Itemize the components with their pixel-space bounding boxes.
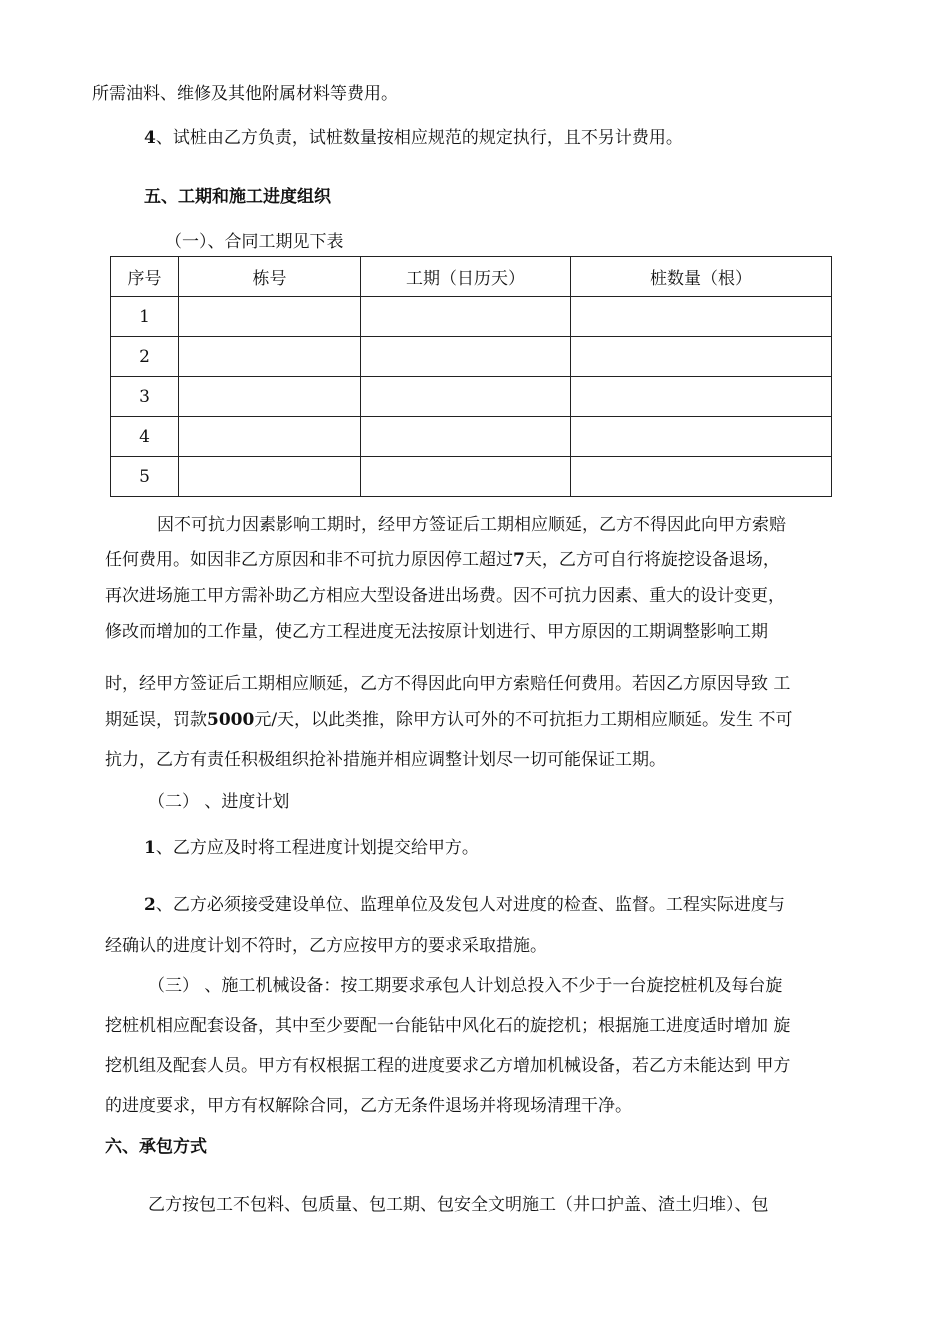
text-line: 再次进场施工甲方需补助乙方相应大型设备进出场费。因不可抗力因素、重大的设计变更， (105, 586, 785, 606)
cell-duration (361, 337, 571, 377)
text-line: 挖机组及配套人员。甲方有权根据工程的进度要求乙方增加机械设备，若乙方未能达到 甲方 (105, 1056, 791, 1076)
header-pile-count: 桩数量（根） (571, 257, 832, 297)
cell-pile-count (571, 297, 832, 337)
table-row (111, 337, 832, 377)
text-line: 所需油料、维修及其他附属材料等费用。 (92, 84, 398, 104)
cell-pile-count (571, 457, 832, 497)
cell-duration (361, 457, 571, 497)
text-line: 经确认的进度计划不符时，乙方应按甲方的要求采取措施。 (105, 936, 547, 956)
cell-building (179, 297, 361, 337)
clause-text: 、乙方应及时将工程进度计划提交给甲方。 (155, 838, 479, 858)
clause-4 (144, 126, 683, 150)
table-row (111, 377, 832, 417)
text-line: 抗力，乙方有责任积极组织抢补措施并相应调整计划尽一切可能保证工期。 (105, 750, 666, 770)
cell-seq: 5 (111, 457, 179, 497)
subsection-1-heading: （一）、合同工期见下表 (165, 232, 344, 252)
table-row (111, 297, 832, 337)
clause-text: 、乙方必须接受建设单位、监理单位及发包人对进度的检查、监督。工程实际进度与 (155, 895, 785, 915)
cell-building (179, 337, 361, 377)
text-line (105, 548, 780, 572)
text-line: 挖桩机相应配套设备，其中至少要配一台能钻中风化石的旋挖机；根据施工进度适时增加 旋 (105, 1016, 791, 1036)
section-5-heading: 五、工期和施工进度组织 (144, 187, 331, 207)
clause-number: 4 (144, 128, 156, 148)
text-line: （三） 、施工机械设备：按工期要求承包人计划总投入不少于一台旋挖桩机及每台旋 (148, 976, 783, 996)
header-duration: 工期（日历天） (361, 257, 571, 297)
text-line (105, 708, 792, 732)
cell-seq: 2 (111, 337, 179, 377)
number-span: 7 (513, 550, 525, 570)
text-line: 因不可抗力因素影响工期时，经甲方签证后工期相应顺延，乙方不得因此向甲方索赔 (157, 515, 786, 535)
text-span: 期延误，罚款 (105, 710, 207, 730)
text-span: 天，乙方可自行将旋挖设备退场， (524, 550, 780, 570)
cell-seq: 1 (111, 297, 179, 337)
text-line: 时，经甲方签证后工期相应顺延，乙方不得因此向甲方索赔任何费用。若因乙方原因导致 工 (105, 674, 791, 694)
text-span: 元/天，以此类推，除甲方认可外的不可抗拒力工期相应顺延。发生 不可 (254, 710, 793, 730)
cell-building (179, 457, 361, 497)
section-6-heading: 六、承包方式 (105, 1137, 207, 1157)
cell-pile-count (571, 377, 832, 417)
cell-building (179, 377, 361, 417)
cell-pile-count (571, 417, 832, 457)
clause-number: 1 (144, 838, 156, 858)
text-line: 乙方按包工不包料、包质量、包工期、包安全文明施工（井口护盖、渣土归堆）、包 (148, 1195, 769, 1215)
cell-seq: 3 (111, 377, 179, 417)
text-line: 修改而增加的工作量，使乙方工程进度无法按原计划进行、甲方原因的工期调整影响工期 (105, 622, 768, 642)
table-row (111, 457, 832, 497)
schedule-table (110, 256, 832, 497)
cell-duration (361, 297, 571, 337)
clause-2 (144, 893, 785, 917)
header-building: 栋号 (179, 257, 361, 297)
clause-text: 、试桩由乙方负责，试桩数量按相应规范的规定执行，且不另计费用。 (155, 128, 683, 148)
cell-seq: 4 (111, 417, 179, 457)
cell-building (179, 417, 361, 457)
text-line: 的进度要求，甲方有权解除合同，乙方无条件退场并将现场清理干净。 (105, 1096, 632, 1116)
subsection-2-heading: （二） 、进度计划 (148, 792, 290, 812)
cell-duration (361, 377, 571, 417)
clause-1 (144, 836, 479, 860)
text-span: 任何费用。如因非乙方原因和非不可抗力原因停工超过 (105, 550, 513, 570)
cell-pile-count (571, 337, 832, 377)
table-header-row (111, 257, 832, 297)
cell-duration (361, 417, 571, 457)
table-row (111, 417, 832, 457)
clause-number: 2 (144, 895, 156, 915)
number-span: 5000 (207, 710, 255, 730)
header-seq: 序号 (111, 257, 179, 297)
